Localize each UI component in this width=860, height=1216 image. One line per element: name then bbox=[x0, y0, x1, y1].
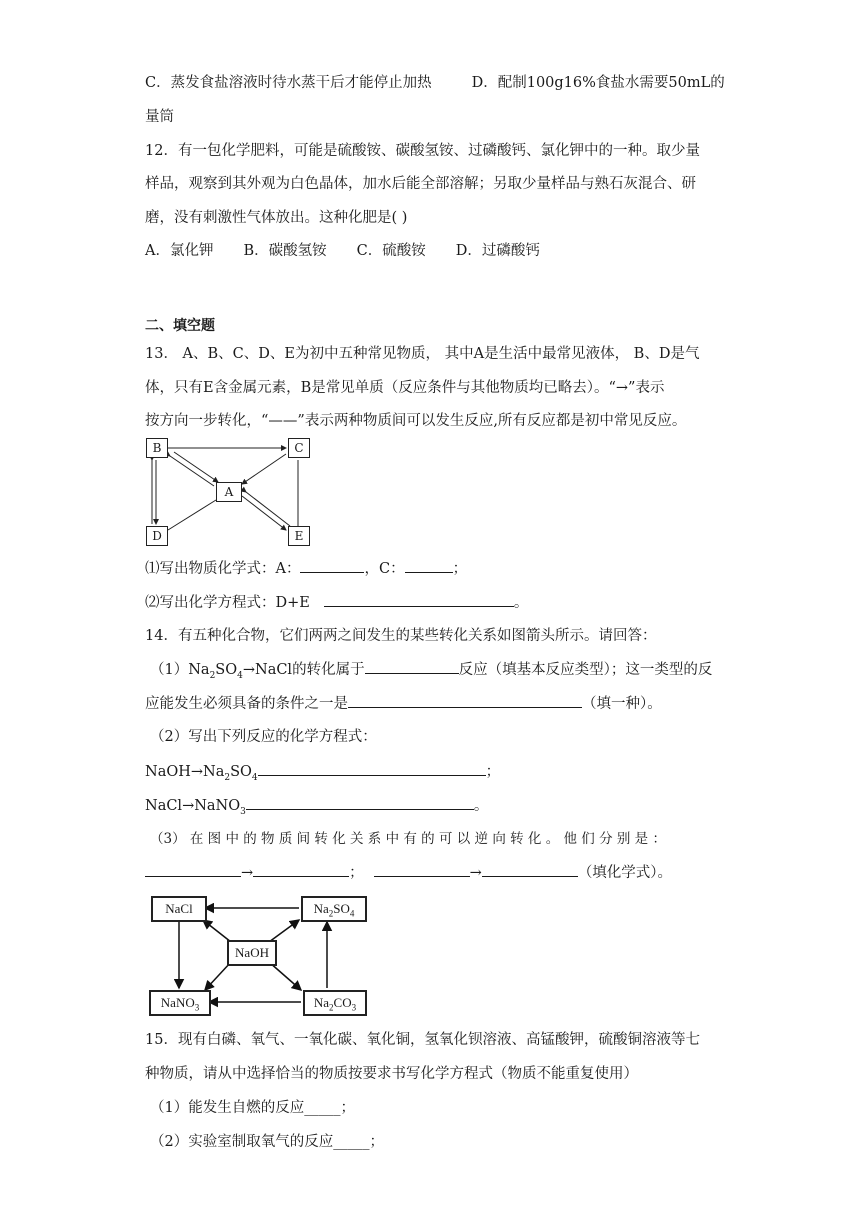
q14-eq1-text-a: NaOH→Na bbox=[145, 764, 225, 780]
node-e: E bbox=[288, 526, 310, 546]
q13-line-2: 体，只有E含金属元素，B是常见单质（反应条件与其他物质均已略去）。“→”表示 bbox=[145, 380, 665, 396]
q15-part-2: （2）实验室制取氧气的反应_____； bbox=[150, 1134, 384, 1150]
answer-blank-condition[interactable] bbox=[348, 693, 582, 708]
nano3-text: NaNO bbox=[160, 995, 195, 1010]
q14-equation-2 bbox=[145, 795, 488, 822]
node-nano3 bbox=[149, 990, 211, 1016]
q14-p1-line2-end: （填一种）。 bbox=[582, 696, 662, 712]
q13-diagram bbox=[146, 438, 314, 548]
arrow-naoh-nano3 bbox=[205, 962, 231, 990]
q13-part-2 bbox=[145, 592, 528, 613]
q12-option-a: A．氯化钾 bbox=[145, 243, 214, 259]
q14-eq1-sub-1: 2 bbox=[224, 772, 231, 783]
answer-blank-equation[interactable] bbox=[324, 592, 514, 607]
na2co3-sub-2: 3 bbox=[351, 1002, 357, 1013]
q15-line-1: 15．现有白磷、氧气、一氧化碳、氧化铜，氢氧化钡溶液、高锰酸钾，硫酸铜溶液等七 bbox=[145, 1032, 700, 1048]
q14-eq1-sub-2: 4 bbox=[251, 772, 258, 783]
q13-line-1: 13． A、B、C、D、E为初中五种常见物质， 其中A是生活中最常见液体， B、D是气 bbox=[145, 346, 700, 362]
arrow-naoh-na2so4 bbox=[269, 920, 299, 942]
node-d: D bbox=[146, 526, 168, 546]
q14-p3-semicolon: ； bbox=[349, 865, 364, 881]
q14-part-1-line-2 bbox=[145, 693, 662, 714]
q11-option-d-continued: 量筒 bbox=[145, 109, 174, 125]
q12-option-c: C．硫酸铵 bbox=[356, 243, 426, 259]
q14-p1-sub-1: 2 bbox=[209, 670, 216, 681]
q14-eq2-end: 。 bbox=[473, 798, 489, 814]
q11-options-line bbox=[145, 73, 725, 93]
answer-blank-eq1[interactable] bbox=[258, 761, 486, 776]
q12-option-d: D．过磷酸钙 bbox=[455, 243, 540, 259]
q14-eq2-text-a: NaCl→NaNO bbox=[145, 798, 241, 814]
node-naoh: NaOH bbox=[227, 940, 277, 966]
arrow-a-b bbox=[170, 456, 214, 486]
q11-option-c: C．蒸发食盐溶液时待水蒸干后才能停止加热 bbox=[145, 75, 432, 91]
q13-part-1 bbox=[145, 558, 467, 579]
section-title: 二、填空题 bbox=[145, 318, 215, 334]
q14-equation-1 bbox=[145, 761, 500, 788]
q14-line-1: 14．有五种化合物，它们两两之间发生的某些转化关系如图箭头所示。请回答： bbox=[145, 628, 657, 644]
q14-p1-text-a: （1）Na bbox=[150, 662, 210, 678]
q13-part-1-label: ⑴写出物质化学式：A： bbox=[145, 561, 301, 577]
q12-line-1: 12．有一包化学肥料，可能是硫酸铵、碳酸氢铵、过磷酸钙、氯化钾中的一种。取少量 bbox=[145, 143, 700, 159]
q14-part-3-line-2 bbox=[145, 862, 672, 883]
q14-part-2-title: （2）写出下列反应的化学方程式： bbox=[150, 729, 377, 745]
q14-part-3-line-1: （3） 在 图 中 的 物 质 间 转 化 关 系 中 有 的 可 以 逆 向 转 化 。 他 们 分 别 是 ： bbox=[150, 831, 666, 847]
answer-blank-reverse-2-from[interactable] bbox=[374, 862, 470, 877]
q11-option-d: D．配制100g16%食盐水需要50mL的 bbox=[471, 75, 725, 91]
q12-line-3: 磨，没有刺激性气体放出。这种化肥是( ) bbox=[145, 210, 408, 226]
answer-blank-a[interactable] bbox=[300, 558, 364, 573]
node-a: A bbox=[216, 482, 242, 502]
arrow-naoh-na2co3 bbox=[269, 962, 301, 990]
node-na2co3 bbox=[303, 990, 367, 1016]
q13-part-1-end: ； bbox=[452, 561, 468, 577]
q13-part-1-mid: ，C： bbox=[364, 561, 405, 577]
answer-blank-reverse-1-from[interactable] bbox=[145, 862, 241, 877]
node-c: C bbox=[288, 438, 310, 458]
q12-options bbox=[145, 241, 540, 261]
answer-blank-reverse-2-to[interactable] bbox=[482, 862, 578, 877]
q13-line-3: 按方向一步转化，“——”表示两种物质间可以发生反应,所有反应都是初中常见反应。 bbox=[145, 413, 687, 429]
line-a-d bbox=[168, 500, 216, 530]
node-nacl: NaCl bbox=[151, 896, 207, 922]
q14-eq2-sub: 3 bbox=[240, 806, 246, 817]
arrow-c-a bbox=[242, 454, 286, 484]
q14-p1-text-c: →NaCl的转化属于 bbox=[242, 662, 365, 678]
q14-p1-line2-text: 应能发生必须具备的条件之一是 bbox=[145, 696, 348, 712]
q13-part-2-end: 。 bbox=[513, 595, 529, 611]
q12-line-2: 样品，观察到其外观为白色晶体，加水后能全部溶解；另取少量样品与熟石灰混合、研 bbox=[145, 176, 696, 192]
arrow-b-a bbox=[174, 452, 218, 482]
answer-blank-reaction-type[interactable] bbox=[365, 659, 459, 674]
q15-line-2: 种物质，请从中选择恰当的物质按要求书写化学方程式（物质不能重复使用） bbox=[145, 1066, 638, 1082]
q14-p1-text-d: 反应（填基本反应类型）；这一类型的反 bbox=[458, 662, 713, 678]
node-b: B bbox=[146, 438, 168, 458]
nano3-sub: 3 bbox=[194, 1002, 200, 1013]
na2co3-sub-1: 2 bbox=[329, 1002, 334, 1013]
q15-part-1: （1）能发生自燃的反应_____； bbox=[150, 1100, 355, 1116]
q14-p1-sub-2: 4 bbox=[237, 670, 243, 681]
q14-eq1-end: ； bbox=[485, 764, 501, 780]
q14-p3-arrow-2: → bbox=[469, 865, 482, 881]
na2so4-text-a: Na bbox=[313, 901, 329, 916]
answer-blank-reverse-1-to[interactable] bbox=[253, 862, 349, 877]
q14-p3-arrow-1: → bbox=[241, 865, 254, 881]
na2so4-sub-2: 4 bbox=[349, 908, 355, 919]
q14-p1-text-b: SO bbox=[215, 662, 238, 678]
na2so4-text-b: SO bbox=[333, 901, 350, 916]
q12-option-b: B．碳酸氢铵 bbox=[243, 243, 327, 259]
q14-diagram bbox=[145, 892, 370, 1018]
na2co3-text-b: CO bbox=[333, 995, 352, 1010]
q14-part-1 bbox=[150, 659, 712, 686]
arrow-e-a bbox=[246, 492, 290, 526]
node-na2so4 bbox=[301, 896, 367, 922]
answer-blank-c[interactable] bbox=[405, 558, 453, 573]
na2co3-text-a: Na bbox=[313, 995, 330, 1010]
arrow-a-e bbox=[242, 496, 286, 530]
q13-part-2-label: ⑵写出化学方程式：D+E bbox=[145, 595, 310, 611]
q14-eq1-text-b: SO bbox=[230, 764, 252, 780]
answer-blank-eq2[interactable] bbox=[246, 795, 474, 810]
na2so4-sub-1: 2 bbox=[328, 908, 334, 919]
arrow-naoh-nacl bbox=[203, 920, 231, 942]
q14-p3-end: （填化学式）。 bbox=[577, 865, 673, 881]
